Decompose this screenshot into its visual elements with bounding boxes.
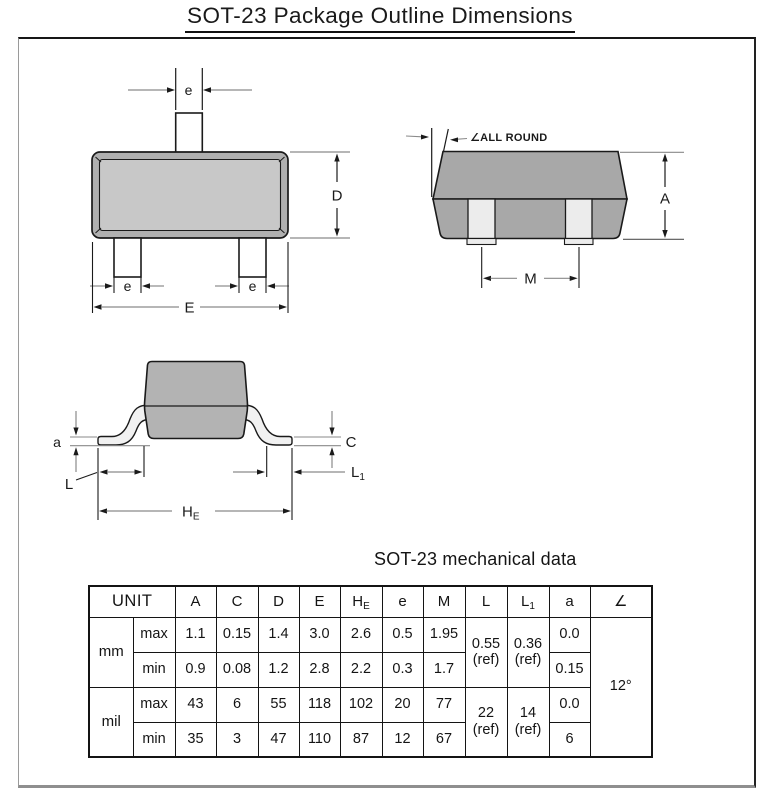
mm-max-M: 1.95 — [423, 617, 465, 652]
mil-max-E: 118 — [299, 687, 340, 722]
side-lead-left — [98, 405, 149, 445]
dim-label-C: C — [345, 434, 357, 451]
mil-min-E: 110 — [299, 722, 340, 757]
dim-label-L1: $L_1$ — [351, 464, 365, 483]
arrowhead-icon — [100, 469, 108, 474]
arrowhead-icon — [142, 283, 150, 288]
header-C: C — [216, 586, 258, 617]
mm-max-a: 0.0 — [549, 617, 590, 652]
header-L: L — [465, 586, 507, 617]
mil-max-e: 20 — [382, 687, 423, 722]
mil-max-label: max — [133, 687, 175, 722]
all-round-note: ∠ALL ROUND — [470, 132, 548, 144]
dim-label-e-left: e — [123, 278, 132, 294]
mm-L-ref: 0.55 (ref) — [465, 617, 507, 687]
dim-A — [620, 152, 684, 239]
table-title: SOT-23 mechanical data — [374, 549, 577, 569]
dim-L — [65, 446, 144, 520]
mm-min-C: 0.08 — [216, 652, 258, 687]
arrowhead-icon — [421, 135, 429, 140]
mm-min-a: 0.15 — [549, 652, 590, 687]
mm-min-A: 0.9 — [175, 652, 216, 687]
header-L1: $L_1$ — [507, 586, 549, 617]
mechanical-data-table — [88, 585, 653, 758]
arrowhead-icon — [73, 447, 78, 455]
dim-C — [294, 411, 357, 468]
mil-max-a: 0.0 — [549, 687, 590, 722]
arrowhead-icon — [450, 137, 458, 142]
dim-e-bottom-left — [90, 277, 164, 294]
header-angle: ∠ — [590, 586, 652, 617]
dim-label-L: L — [64, 476, 74, 493]
arrowhead-icon — [334, 154, 339, 162]
mil-min-M: 67 — [423, 722, 465, 757]
header-HE: $H_E$ — [340, 586, 382, 617]
mm-max-E: 3.0 — [299, 617, 340, 652]
mm-max-C: 0.15 — [216, 617, 258, 652]
arrowhead-icon — [329, 447, 334, 455]
arrowhead-icon — [283, 508, 291, 513]
arrowhead-icon — [94, 304, 102, 309]
mm-min-E: 2.8 — [299, 652, 340, 687]
mil-min-a: 6 — [549, 722, 590, 757]
page-title-text: SOT-23 Package Outline Dimensions — [185, 3, 575, 33]
header-a: a — [549, 586, 590, 617]
mil-max-HE: 102 — [340, 687, 382, 722]
mil-min-A: 35 — [175, 722, 216, 757]
corner-view-drawing — [395, 110, 695, 300]
dim-label-e-right: e — [248, 278, 257, 294]
arrowhead-icon — [257, 469, 265, 474]
mm-max-e: 0.5 — [382, 617, 423, 652]
arrowhead-icon — [334, 229, 339, 237]
front-bottom-pin-right — [239, 238, 266, 277]
dim-label-HE: $H_E$ — [182, 503, 200, 523]
mil-min-C: 3 — [216, 722, 258, 757]
arrowhead-icon — [329, 428, 334, 436]
corner-pin-left — [468, 199, 495, 239]
mm-max-label: max — [133, 617, 175, 652]
dim-label-e-top: e — [184, 82, 193, 98]
row-mm-min — [89, 652, 652, 687]
unit-mil: mil — [89, 687, 133, 757]
dim-L1 — [233, 446, 365, 520]
dim-label-M: M — [524, 270, 537, 288]
arrowhead-icon — [99, 508, 107, 513]
dim-label-A: A — [659, 190, 671, 208]
arrowhead-icon — [167, 87, 175, 92]
front-bottom-pin-left — [114, 238, 141, 277]
mil-max-A: 43 — [175, 687, 216, 722]
header-E: E — [299, 586, 340, 617]
mil-min-D: 47 — [258, 722, 299, 757]
arrowhead-icon — [73, 428, 78, 436]
dim-label-a: a — [53, 434, 61, 450]
arrowhead-icon — [570, 276, 578, 281]
row-mm-max — [89, 617, 652, 652]
mil-max-C: 6 — [216, 687, 258, 722]
arrowhead-icon — [105, 283, 113, 288]
mm-min-HE: 2.2 — [340, 652, 382, 687]
mm-min-e: 0.3 — [382, 652, 423, 687]
mil-L-ref: 22 (ref) — [465, 687, 507, 757]
dim-M — [482, 247, 579, 288]
mil-min-HE: 87 — [340, 722, 382, 757]
corner-package-body — [433, 152, 627, 245]
mm-min-label: min — [133, 652, 175, 687]
header-e: e — [382, 586, 423, 617]
front-top-pin — [176, 113, 203, 153]
mm-max-D: 1.4 — [258, 617, 299, 652]
mil-min-label: min — [133, 722, 175, 757]
dim-D — [290, 152, 350, 238]
side-view-drawing — [45, 345, 375, 530]
dim-e-bottom-right — [215, 277, 289, 294]
page-title — [0, 3, 760, 33]
side-lead-right — [243, 405, 292, 445]
header-unit: UNIT — [89, 586, 175, 617]
header-A: A — [175, 586, 216, 617]
row-mil-min — [89, 722, 652, 757]
arrowhead-icon — [279, 304, 287, 309]
dim-label-D: D — [331, 187, 343, 205]
corner-pin-left-foot — [467, 239, 496, 245]
header-M: M — [423, 586, 465, 617]
corner-pin-right — [566, 199, 593, 239]
dim-label-E: E — [184, 299, 195, 317]
table-header-row — [89, 586, 652, 617]
mm-max-A: 1.1 — [175, 617, 216, 652]
arrowhead-icon — [483, 276, 491, 281]
side-package-body — [145, 362, 248, 439]
mil-max-D: 55 — [258, 687, 299, 722]
dim-HE — [99, 504, 291, 523]
mm-max-HE: 2.6 — [340, 617, 382, 652]
front-package-body — [92, 152, 288, 238]
mil-L1-ref: 14 (ref) — [507, 687, 549, 757]
arrowhead-icon — [135, 469, 143, 474]
arrowhead-icon — [267, 283, 275, 288]
header-D: D — [258, 586, 299, 617]
mil-min-e: 12 — [382, 722, 423, 757]
angle-value-cell: 12° — [590, 617, 652, 757]
mm-min-D: 1.2 — [258, 652, 299, 687]
row-mil-max — [89, 687, 652, 722]
mm-min-M: 1.7 — [423, 652, 465, 687]
arrowhead-icon — [662, 230, 667, 238]
corner-pin-right-foot — [565, 239, 594, 245]
mm-L1-ref: 0.36 (ref) — [507, 617, 549, 687]
dim-e-top — [128, 68, 252, 110]
front-view-drawing — [60, 60, 360, 320]
arrowhead-icon — [203, 87, 211, 92]
arrowhead-icon — [230, 283, 238, 288]
unit-mm: mm — [89, 617, 133, 687]
mil-max-M: 77 — [423, 687, 465, 722]
arrowhead-icon — [294, 469, 302, 474]
